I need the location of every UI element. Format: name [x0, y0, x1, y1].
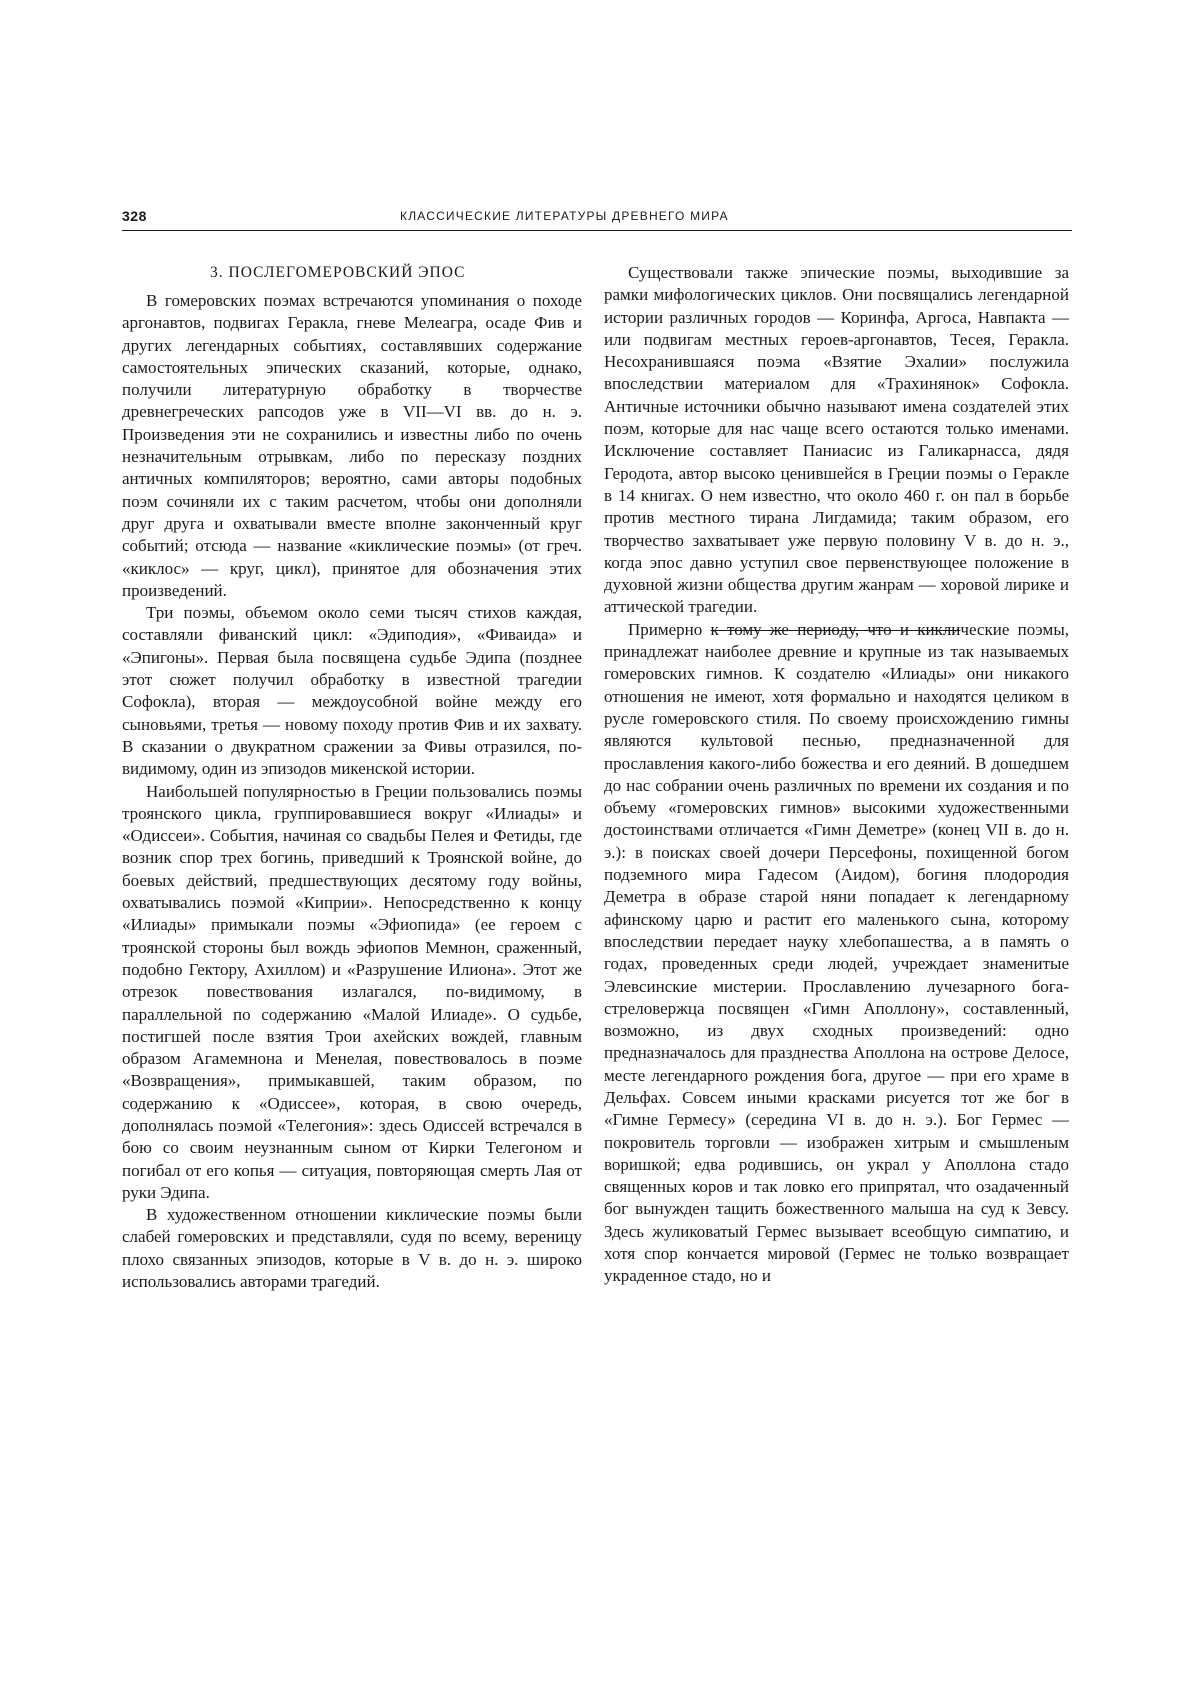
right-column [604, 262, 1069, 1288]
paragraph: В художественном отношении киклические поэмы были слабей гомеровских и представляли, судя по всему, вереницу плохо связанных эпизодов, которые в V в. до н. э. широко использовались авторами трагедий. [122, 1205, 582, 1292]
section-heading: 3. ПОСЛЕГОМЕРОВСКИЙ ЭПОС [210, 264, 466, 281]
page-number: 328 [122, 208, 147, 224]
paragraph-lead: Примерно [628, 619, 711, 639]
paragraph-rest: ческие поэмы, принадлежат наиболее древние и крупные из так называемых гомеровских гимнов. К создателю «Илиады» они никакого отношения не имеют, хотя формально и находятся целиком в русле гомеровского стиля. По своему происхождению гимны являются культовой песнью, предназначенной для прославления какого-либо божества и его деяний. В дошедшем до нас собрании очень различных по времени их создания и по объему «гомеровских гимнов» высокими художественными достоинствами отличается «Гимн Деметре» (конец VII в. до н. э.): в поисках своей дочери Персефоны, похищенной богом подземного мира Гадесом (Аидом), богиня плодородия Деметра в образе старой няни попадает к легендарному афинскому царю и растит его маленького сына, которому впоследствии передает науку хлебопашества, а в память о годах, проведенных среди людей, учреждает знаменитые Элевсинские мистерии. Прославлению лучезарного бога-стреловержца посвящен «Гимн Аполлону», составленный, возможно, из двух сходных произведений: одно предназначалось для празднества Аполлона на острове Делосе, месте легендарного рождения бога, другое — при его храме в Дельфах. Совсем иными красками рисуется тот же бог в «Гимне Гермесу» (середина VI в. до н. э.). Бог Гермес — покровитель торговли — изображен хитрым и смышленым воришкой; едва родившись, он украл у Аполлона стадо священных коров и так ловко его припрятал, что озадаченный бог вынужден тащить божественного малыша на суд к Зевсу. Здесь жуликоватый Гермес вызывает всеобщую симпатию, и хотя спор кончается мировой (Гермес не только возвращает украденное стадо, но и [604, 619, 1069, 1286]
left-column [122, 262, 582, 1293]
paragraph [604, 619, 1069, 1288]
struck-through-text: к тому же периоду, что и кикли [710, 619, 961, 639]
paragraph: В гомеровских поэмах встречаются упоминания о походе аргонавтов, подвигах Геракла, гневе Мелеагра, осаде Фив и других легендарных событиях, составлявших содержание самостоятельных эпических сказаний, которые, однако, получили литературную обработку в творчестве древнегреческих рапсодов уже в VII—VI вв. до н. э. Произведения эти не сохранились и известны либо по очень незначительным отрывкам, либо по пересказу поздних античных компиляторов; вероятно, сами авторы подобных поэм сочиняли их с таким расчетом, чтобы они дополняли друг друга и охватывали вместе вполне законченный круг событий; отсюда — название «киклические поэмы» (от греч. «киклос» — круг, цикл), принятое для обозначения этих произведений. [122, 291, 582, 600]
running-title: КЛАССИЧЕСКИЕ ЛИТЕРАТУРЫ ДРЕВНЕГО МИРА [400, 209, 729, 223]
running-header [122, 208, 1072, 231]
paragraph: Наибольшей популярностью в Греции пользовались поэмы троянского цикла, группировавшиеся вокруг «Илиады» и «Одиссеи». События, начиная со свадьбы Пелея и Фетиды, где возник спор трех богинь, приведший к Троянской войне, до боевых действий, предшествующих десятому году войны, охватывались поэмой «Киприи». Непосредственно к концу «Илиады» примыкали поэмы «Эфиопида» (ее героем с троянской стороны был вождь эфиопов Мемнон, сраженный, подобно Гектору, Ахиллом) и «Разрушение Илиона». Этот же отрезок повествования излагался, по-видимому, в параллельной по содержанию «Малой Илиаде». О судьбе, постигшей после взятия Трои ахейских вождей, главным образом Агамемнона и Менелая, повествовалось в поэме «Возвращения», примыкавшей, таким образом, по содержанию к «Одиссее», которая, в свою очередь, дополнялась поэмой «Телегония»: здесь Одиссей встречался в бою со своим неузнанным сыном от Кирки Телегоном и погибал от его копья — ситуация, повторяющая смерть Лая от руки Эдипа. [122, 781, 582, 1202]
paragraph: Существовали также эпические поэмы, выходившие за рамки мифологических циклов. Они посвящались легендарной истории различных городов — Коринфа, Аргоса, Навпакта — или подвигам местных героев-аргонавтов, Тесея, Геракла. Несохранившаяся поэма «Взятие Эхалии» послужила впоследствии материалом для «Трахинянок» Софокла. Античные источники обычно называют имена создателей этих поэм, которые для нас чаще всего остаются только именами. Исключение составляет Паниасис из Галикарнасса, дядя Геродота, автор высоко ценившейся в Греции поэмы о Геракле в 14 книгах. О нем известно, что около 460 г. он пал в борьбе против местного тирана Лигдамида; таким образом, его творчество захватывает уже первую половину V в. до н. э., когда эпос давно уступил свое первенствующее положение в духовной жизни общества другим жанрам — хоровой лирике и аттической трагедии. [604, 263, 1069, 617]
paragraph: Три поэмы, объемом около семи тысяч стихов каждая, составляли фиванский цикл: «Эдиподия», «Фиваида» и «Эпигоны». Первая была посвящена судьбе Эдипа (позднее этот сюжет получил обработку в известной трагедии Софокла), вторая — междоусобной войне между его сыновьями, третья — новому походу против Фив и их захвату. В сказании о двукратном сражении за Фивы отразился, по-видимому, один из эпизодов микенской истории. [122, 603, 582, 779]
